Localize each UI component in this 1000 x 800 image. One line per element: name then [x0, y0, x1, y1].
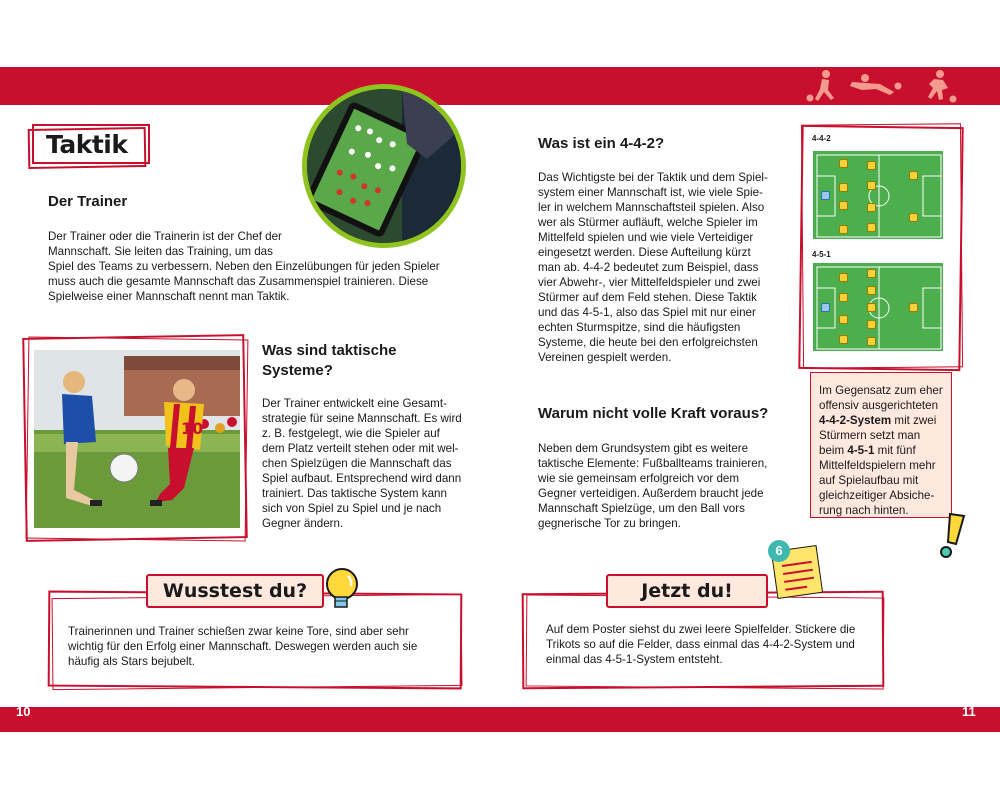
svg-text:10: 10: [181, 419, 204, 438]
q442-heading: Was ist ein 4-4-2?: [538, 135, 665, 152]
midfielder: [867, 337, 876, 346]
formation-451-label: 4-5-1: [812, 250, 831, 259]
coach-tablet-photo: [302, 84, 466, 248]
defender: [839, 293, 848, 302]
goalkeeper: [821, 191, 830, 200]
striker: [909, 303, 918, 312]
trainer-paragraph: Der Trainer oder die Trainerin ist der Chef der Mannschaft. Sie leiten das Training, um das Spiel des Teams zu verbessern. Neben den Einzelübungen für jeden Spieler muss auch die gesamte Mannschaft das Zusammenspiel trainieren. Diese Spielweise einer Mannschaft nennt man Taktik.: [48, 230, 440, 303]
your-turn-title: Jetzt du!: [606, 574, 768, 608]
did-you-know-title: Wusstest du?: [146, 574, 324, 608]
midfielder: [867, 181, 876, 190]
midfielder: [867, 320, 876, 329]
bottom-banner: [0, 707, 1000, 732]
kraft-paragraph: Neben dem Grundsystem gibt es weitere taktische Elemente: Fußballteams trainieren, wie sie gemeinsam erfolgreich vor dem Gegner verteidigen. Außerdem braucht jede Mannschaft Spielzüge, um den Ball vors gegnerische Tor zu bringen.: [538, 442, 768, 530]
midfielder: [867, 223, 876, 232]
formations-panel: [800, 124, 964, 372]
q442-paragraph: Das Wichtigste bei der Taktik und dem Spiel- system einer Mannschaft ist, wie viele Spie- ler in welchem Mannschaftsteil spielen. Also wer als Stürmer aufläuft, welche Spieler im Mittelfeld spielen und wie viele Verteidiger eingesetzt werden. Diese Aufteilung kürzt man ab. 4-4-2 bedeutet zum Beispiel, dass vier Abwehr-, vier Mittelfeldspieler und zwei Stürmer auf dem Feld stehen. Diese Taktik und das 4-5-1, also das Spiel mit nur einer echten Sturmspitze, sind die häufigsten Systeme, die heute bei den erfolgreichsten Vereinen gespielt werden.: [538, 171, 768, 364]
defender: [839, 159, 848, 168]
kids-photo-frame: [24, 336, 248, 542]
defender: [839, 201, 848, 210]
formation-442-field: [812, 150, 944, 240]
defender: [839, 335, 848, 344]
player-silhouettes-icon: [798, 68, 968, 106]
goalkeeper: [821, 303, 830, 312]
kids-photo: [34, 350, 240, 528]
kraft-heading: Warum nicht volle Kraft voraus?: [538, 405, 769, 422]
formation-442-label: 4-4-2: [812, 134, 831, 143]
striker: [909, 171, 918, 180]
midfielder: [867, 286, 876, 295]
midfielder: [867, 269, 876, 278]
systems-heading: Was sind taktische Systeme?: [262, 342, 397, 379]
page-number-right: 11: [962, 704, 976, 719]
midfielder: [867, 203, 876, 212]
side-callout: [810, 372, 952, 518]
side-callout-text: Im Gegensatz zum eher offensiv ausgerichteten 4-4-2-System mit zwei Stürmern setzt man beim 4-5-1 mit fünf Mittelfeldspielern mehr auf Spielaufbau mit gleichzeitiger Absiche- rung nach hinten.: [819, 384, 943, 517]
did-you-know-text: Trainerinnen und Trainer schießen zwar keine Tore, sind aber sehr wichtig für den Erfolg einer Mannschaft. Deswegen werden auch sie häufig als Stars bejubelt.: [68, 625, 418, 668]
striker: [909, 213, 918, 222]
formation-451-field: [812, 262, 944, 352]
defender: [839, 315, 848, 324]
lightbulb-icon: [318, 566, 364, 616]
defender: [839, 273, 848, 282]
exclamation-icon: [932, 510, 972, 560]
midfielder: [867, 303, 876, 312]
midfielder: [867, 161, 876, 170]
trainer-heading: Der Trainer: [48, 193, 128, 210]
systems-paragraph: Der Trainer entwickelt eine Gesamt- strategie für seine Mannschaft. Es wird z. B. festgelegt, wie die Spieler auf dem Platz verteilt stehen oder mit wel- chen Spielzügen die Mannschaft das Spiel aufbaut. Entsprechend wird dann trainiert. Das taktische System kann sich von Spiel zu Spiel und je nach Gegner ändern.: [262, 397, 462, 530]
your-turn-text: Auf dem Poster siehst du zwei leere Spielfelder. Stickere die Trikots so auf die Felder, dass einmal das 4-4-2-System und einmal das 4-5-1-System entsteht.: [546, 623, 856, 666]
title-box: [28, 124, 150, 170]
defender: [839, 183, 848, 192]
defender: [839, 225, 848, 234]
sticker-number-badge: 6: [768, 540, 790, 562]
page-title: Taktik: [46, 130, 128, 159]
page-number-left: 10: [16, 704, 31, 719]
